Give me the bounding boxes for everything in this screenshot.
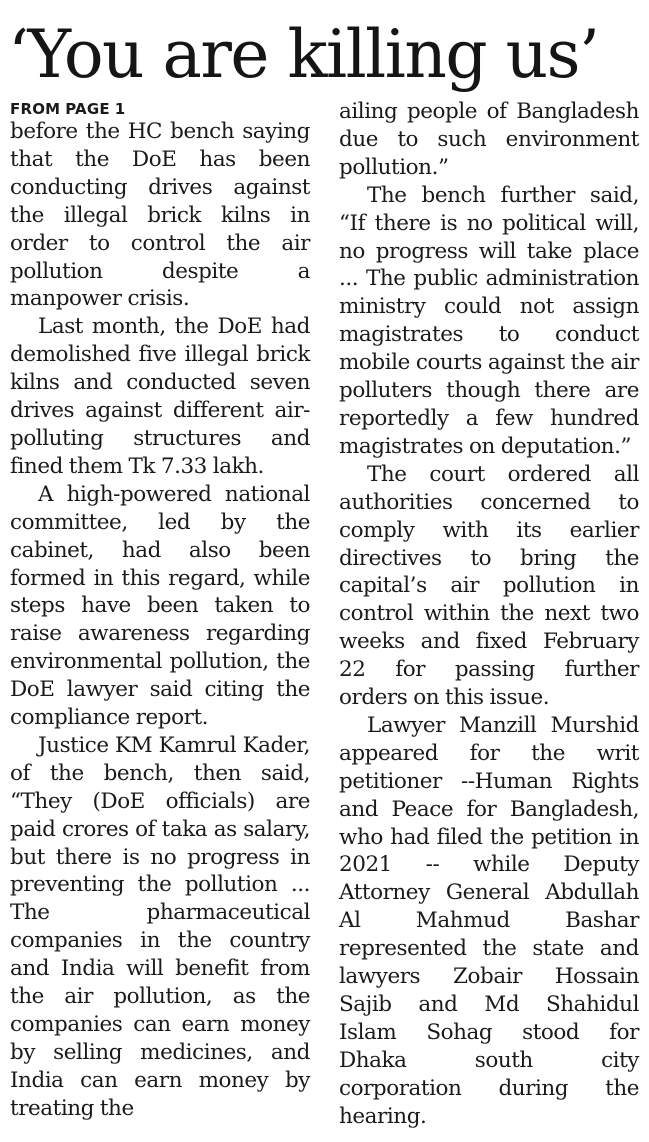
paragraph: Last month, the DoE had demolished five illegal brick kilns and conducted seven drives against different air-polluting structures and fined them Tk 7.33 lakh. <box>10 314 310 479</box>
article-column-left <box>10 98 310 1123</box>
paragraph: Lawyer Manzill Murshid appeared for the writ petitioner --Human Rights and Peace for Bangladesh, who had filed the petition in 2021 -- while Deputy Attorney General Abdullah Al Mahmud Bashar represented the state and lawyers Zobair Hossain Sajib and Md Shahidul Islam Sohag stood for Dhaka south city corporation during the hearing. <box>339 712 639 1129</box>
paragraph: The court ordered all authorities concerned to comply with its earlier directives to bring the capital’s air pollution in control within the next two weeks and fixed February 22 for passing further orders on this issue. <box>339 461 639 711</box>
paragraph: The bench further said, “If there is no political will, no progress will take place ... The public administration ministry could not assign magistrates to conduct mobile courts against the air polluters though there are reportedly a few hundred magistrates on deputation.” <box>339 182 639 459</box>
paragraph: A high-powered national committee, led by the cabinet, had also been formed in this regard, while steps have been taken to raise awareness regarding environmental pollution, the DoE lawyer said citing the compliance report. <box>10 481 310 731</box>
headline: ‘You are killing us’ <box>8 16 599 93</box>
paragraph: before the HC bench saying that the DoE has been conducting drives against the illegal brick kilns in order to control the air pollution despite a manpower crisis. <box>10 119 310 312</box>
paragraph: ailing people of Bangladesh due to such environment pollution.” <box>339 99 639 180</box>
paragraph: Justice KM Kamrul Kader, of the bench, then said, “They (DoE officials) are paid crores of taka as salary, but there is no progress in preventing the pollution ... The pharmaceutical companies in the country and India will benefit from the air pollution, as the companies can earn money by selling medicines, and India can earn money by treating the <box>10 732 310 1121</box>
article-column-right <box>339 98 639 1131</box>
continuation-label: FROM PAGE 1 <box>10 100 126 118</box>
